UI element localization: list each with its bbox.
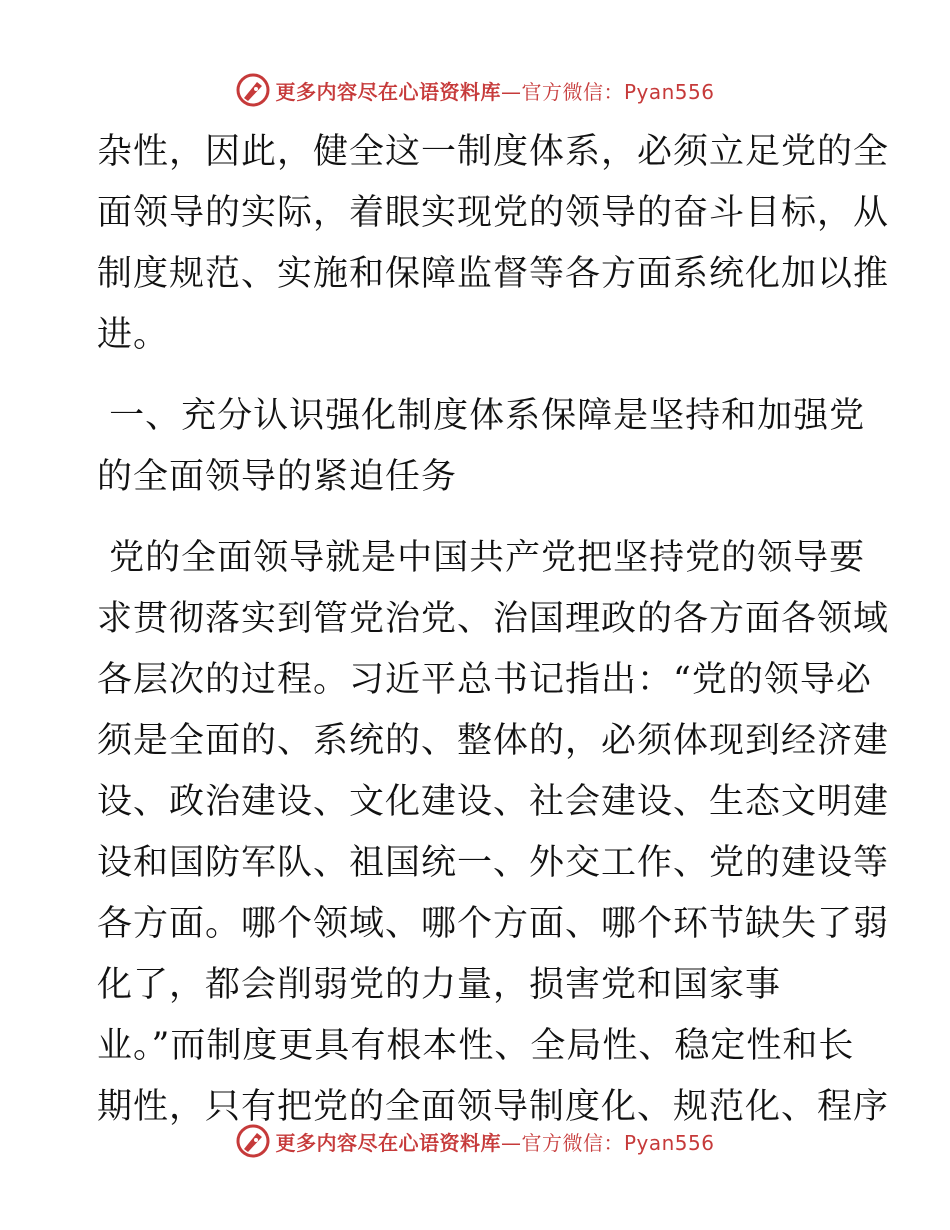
pen-nib-logo-icon bbox=[235, 72, 271, 108]
watermark-text: 更多内容尽在心语资料库—官方微信：Pyan556 bbox=[275, 79, 715, 104]
text-line: 面领导的实际，着眼实现党的领导的奋斗目标，从 bbox=[97, 193, 890, 233]
text-line: 设和国防军队、祖国统一、外交工作、党的建设等 bbox=[97, 843, 890, 883]
text-line: 制度规范、实施和保障监督等各方面系统化加以推 bbox=[97, 254, 890, 294]
text-line: 各层次的过程。习近平总书记指出：“党的领导必 bbox=[97, 660, 872, 700]
paragraph-2 bbox=[97, 528, 890, 1138]
text-line: 求贯彻落实到管党治党、治国理政的各方面各领域 bbox=[97, 599, 890, 639]
text-line: 须是全面的、系统的、整体的，必须体现到经济建 bbox=[97, 721, 890, 761]
heading-line: 一、充分认识强化制度体系保障是坚持和加强党 bbox=[97, 396, 866, 436]
text-line: 杂性，因此，健全这一制度体系，必须立足党的全 bbox=[97, 132, 890, 172]
section-heading bbox=[97, 386, 866, 508]
footer-watermark bbox=[0, 1121, 950, 1161]
text-line: 进。 bbox=[97, 315, 170, 355]
text-line: 设、政治建设、文化建设、社会建设、生态文明建 bbox=[97, 782, 890, 822]
text-line: 各方面。哪个领域、哪个方面、哪个环节缺失了弱 bbox=[97, 904, 890, 944]
heading-line: 的全面领导的紧迫任务 bbox=[97, 457, 458, 497]
text-line: 党的全面领导就是中国共产党把坚持党的领导要 bbox=[97, 538, 866, 578]
watermark-text: 更多内容尽在心语资料库—官方微信：Pyan556 bbox=[275, 1130, 715, 1155]
header-watermark bbox=[0, 70, 950, 110]
document-body bbox=[97, 122, 890, 1138]
pen-nib-logo-icon bbox=[235, 1123, 271, 1159]
text-line: 化了，都会削弱党的力量，损害党和国家事 bbox=[97, 965, 782, 1005]
text-line: 业。”而制度更具有根本性、全局性、稳定性和长 bbox=[97, 1026, 855, 1066]
paragraph-1 bbox=[97, 122, 890, 366]
text-line: 期性，只有把党的全面领导制度化、规范化、程序 bbox=[97, 1087, 890, 1127]
